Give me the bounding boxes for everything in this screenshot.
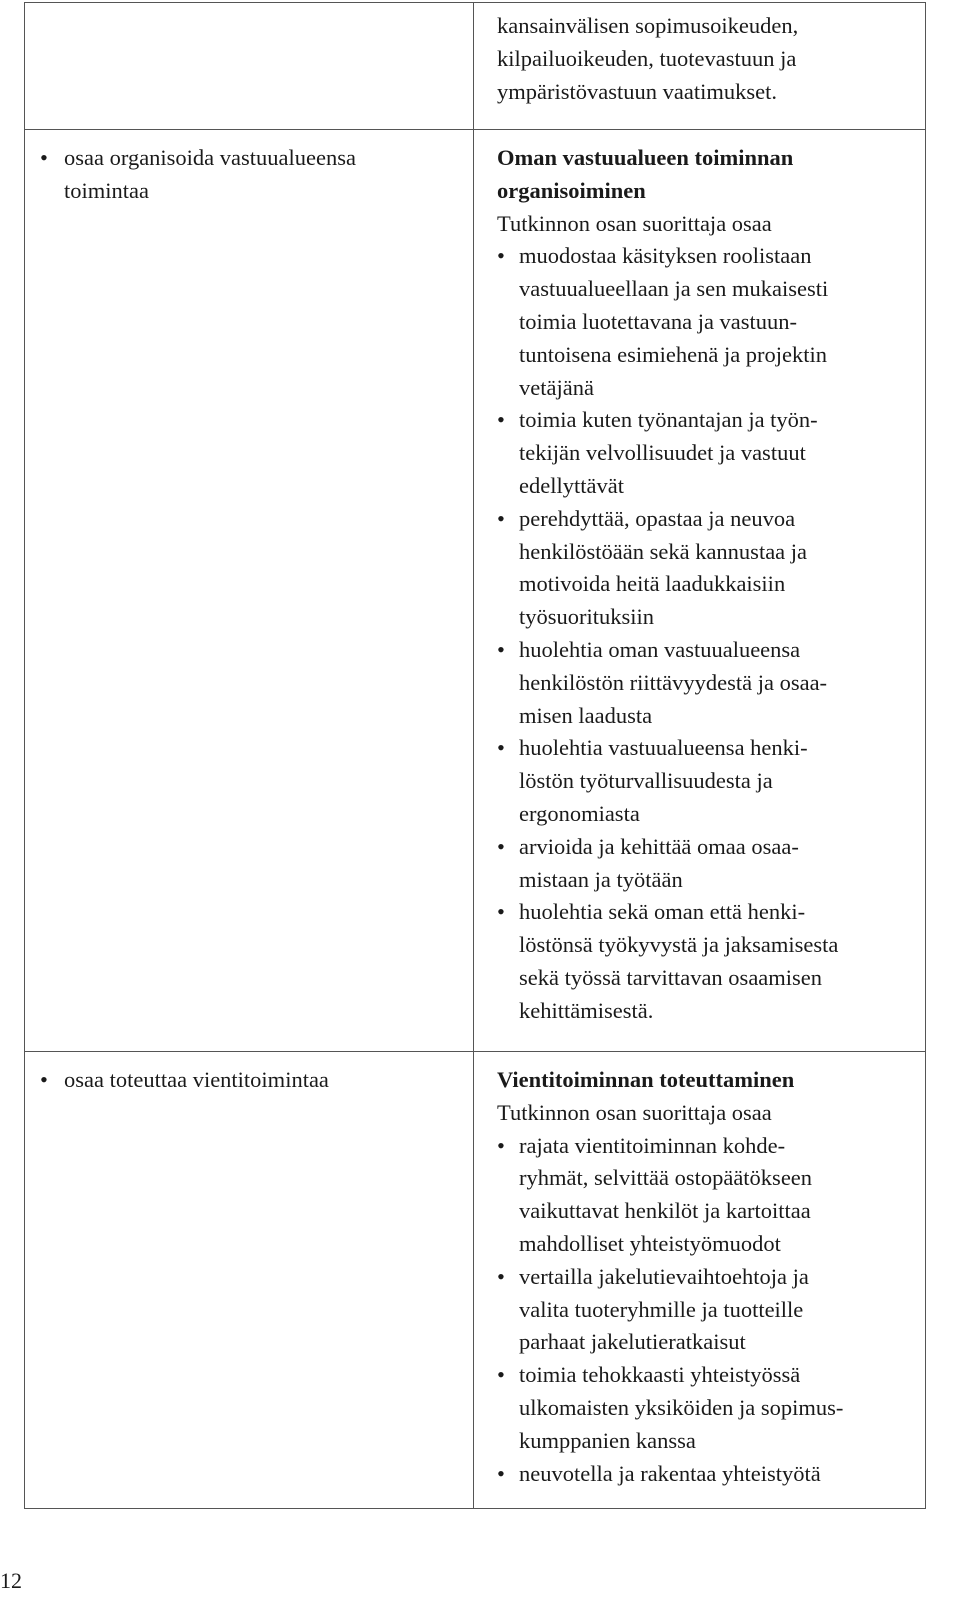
list-item: • vertailla jakelutievaihtoehtoja ja	[497, 1261, 843, 1294]
list-item: • perehdyttää, opastaa ja neuvoa	[497, 503, 838, 536]
text-line: kilpailuoikeuden, tuotevastuun ja	[497, 45, 797, 71]
list-item: • huolehtia oman vastuualueensa	[497, 634, 838, 667]
list-item-continued: toimia luotettavana ja vastuun-	[519, 308, 798, 334]
list-item-continued: työsuorituksiin	[519, 604, 655, 630]
list-item-continued: kumppanien kanssa	[519, 1427, 696, 1453]
list-item-continued: ulkomaisten yksiköiden ja sopimus-	[519, 1394, 844, 1420]
list-item-continued: vastuualueellaan ja sen mukaisesti	[519, 276, 829, 302]
section-heading: Vientitoiminnan toteuttaminen	[497, 1067, 795, 1092]
list-item-continued: henkilöstön riittävyydestä ja osaa-	[519, 669, 828, 695]
bullet-icon: •	[497, 1460, 505, 1486]
page-number: 12	[0, 1568, 22, 1593]
list-item-continued: sekä työssä tarvittavan osaamisen	[519, 964, 823, 990]
row1-right-cell	[497, 10, 798, 108]
intro-text: Tutkinnon osan suorittaja osaa	[497, 1099, 772, 1125]
list-item-continued: kehittämisestä.	[519, 997, 654, 1023]
list-item-continued: mistaan ja työtään	[519, 866, 683, 892]
intro-text: Tutkinnon osan suorittaja osaa	[497, 210, 772, 236]
list-item-continued: vaikuttavat henkilöt ja kartoittaa	[519, 1198, 811, 1224]
list-item-continued: löstön työturvallisuudesta ja	[519, 768, 773, 794]
bullet-icon: •	[40, 1067, 48, 1092]
row2-right-cell	[497, 142, 838, 1028]
row3-right-cell	[497, 1064, 843, 1490]
list-item-continued: mahdolliset yhteistyömuodot	[519, 1230, 781, 1256]
bullet-icon: •	[497, 1362, 505, 1388]
bullet-icon: •	[497, 833, 505, 859]
row-divider	[24, 129, 926, 130]
bullet-icon: •	[497, 1263, 505, 1289]
list-item: • arvioida ja kehittää omaa osaa-	[497, 831, 838, 864]
bullet-icon: •	[497, 243, 505, 269]
list-item-continued: ergonomiasta	[519, 800, 640, 826]
bullet-icon: •	[497, 1132, 505, 1158]
text-line: kansainvälisen sopimusoikeuden,	[497, 13, 799, 38]
list-item-continued: edellyttävät	[519, 472, 624, 498]
list-item-continued: misen laadusta	[519, 702, 653, 728]
list-item-continued: ryhmät, selvittää ostopäätökseen	[519, 1165, 813, 1191]
bullet-icon: •	[497, 735, 505, 761]
row-divider	[24, 1051, 926, 1052]
bullet-icon: •	[497, 899, 505, 925]
list-item-continued: löstönsä työkyvystä ja jaksamisesta	[519, 932, 839, 958]
column-divider	[473, 2, 474, 1509]
list-item: • toimia kuten työnantajan ja työn-	[497, 404, 838, 437]
list-item-continued: tekijän velvollisuudet ja vastuut	[519, 440, 806, 466]
bullet-icon: •	[497, 636, 505, 662]
bullet-icon: •	[497, 505, 505, 531]
bullet-icon: •	[497, 407, 505, 433]
competence-line: toimintaa	[64, 177, 149, 203]
list-item-continued: motivoida heitä laadukkaisiin	[519, 571, 786, 597]
competence-line: osaa toteuttaa vientitoimintaa	[64, 1067, 329, 1092]
list-item: • toimia tehokkaasti yhteistyössä	[497, 1359, 843, 1392]
competence-line: osaa organisoida vastuualueensa	[64, 145, 356, 170]
list-item: • neuvotella ja rakentaa yhteistyötä	[497, 1458, 843, 1491]
list-item-continued: valita tuoteryhmille ja tuotteille	[519, 1296, 804, 1322]
list-item: • rajata vientitoiminnan kohde-	[497, 1130, 843, 1163]
bullet-icon: •	[40, 145, 48, 170]
list-item-continued: parhaat jakelutieratkaisut	[519, 1329, 746, 1355]
list-item-continued: henkilöstöään sekä kannustaa ja	[519, 538, 808, 564]
list-item: • muodostaa käsityksen roolistaan	[497, 240, 838, 273]
list-item: • huolehtia sekä oman että henki-	[497, 896, 838, 929]
section-heading: Oman vastuualueen toiminnan	[497, 145, 794, 170]
list-item: • huolehtia vastuualueensa henki-	[497, 732, 838, 765]
section-heading: organisoiminen	[497, 177, 646, 203]
text-line: ympäristövastuun vaatimukset.	[497, 78, 777, 104]
list-item-continued: vetäjänä	[519, 374, 594, 400]
list-item-continued: tuntoisena esimiehenä ja projektin	[519, 341, 828, 367]
